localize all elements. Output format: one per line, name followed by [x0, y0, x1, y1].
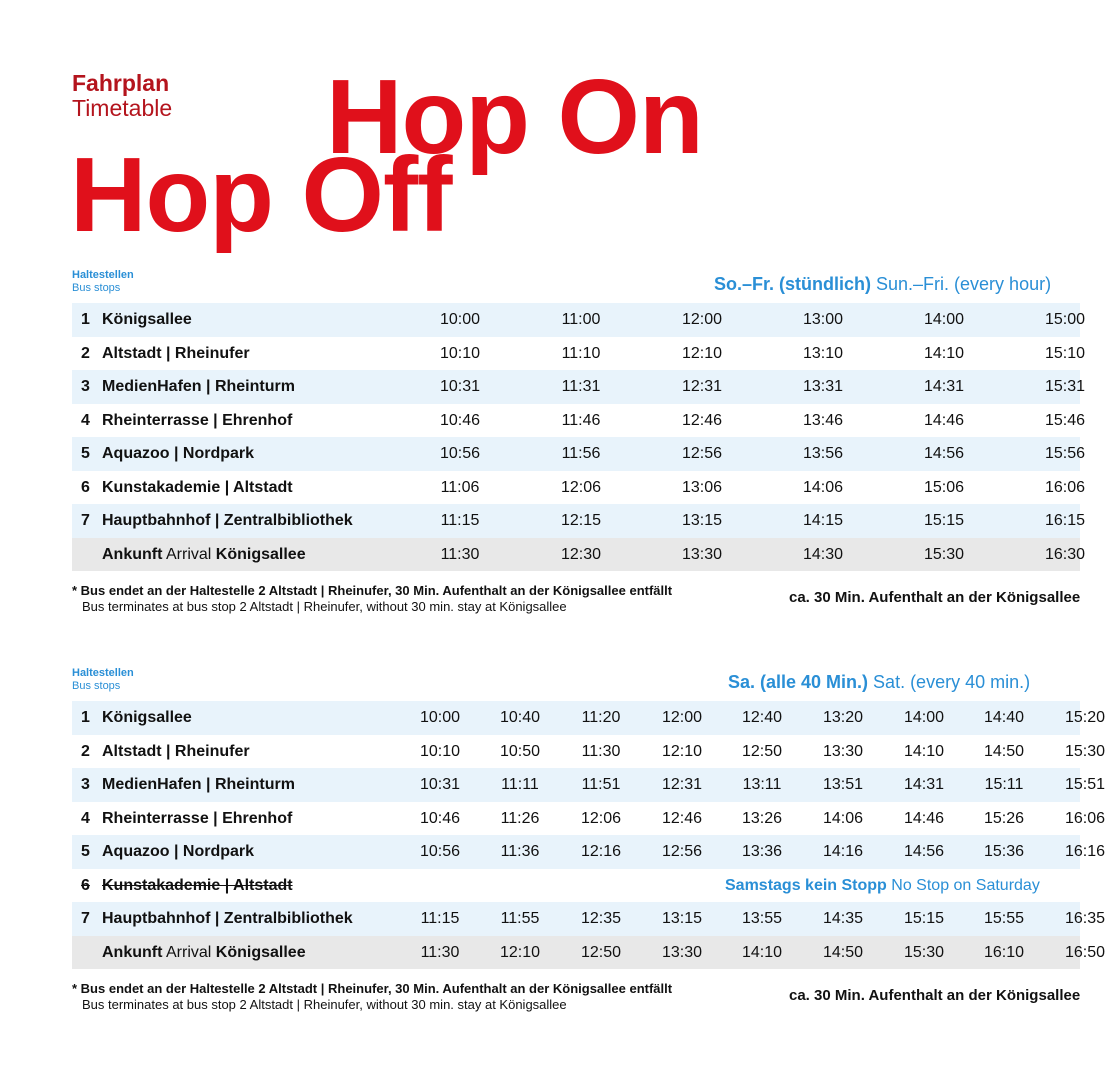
departure-time: 13:00: [802, 311, 844, 328]
weekday-stops-subheading: Bus stops: [72, 282, 121, 294]
departure-time: 12:40: [741, 709, 783, 726]
weekday-title-en: Sun.–Fri. (every hour): [871, 274, 1052, 294]
table-row: [72, 902, 1106, 936]
arrival-time: 13:30: [661, 943, 703, 961]
departure-time: 11:51: [581, 776, 621, 793]
departure-time: 14:00: [923, 311, 965, 328]
departure-time: 14:06: [822, 809, 864, 827]
title-timetable: Timetable: [72, 95, 173, 121]
departure-time: 15:36: [983, 843, 1025, 860]
departure-time: 11:36: [500, 843, 540, 860]
departure-time: 10:10: [439, 344, 481, 362]
departure-time: 14:40: [983, 709, 1025, 726]
arrival-time: 14:10: [741, 943, 783, 961]
no-stop-en: No Stop on Saturday: [886, 876, 1040, 894]
stop-number: 4: [81, 411, 90, 429]
no-stop-de: Samstags kein Stopp: [725, 876, 887, 894]
weekday-title-de: So.–Fr. (stündlich): [714, 274, 872, 294]
stop-number: 7: [81, 910, 90, 927]
headline-hop-on: Hop On: [326, 58, 703, 176]
departure-time: 12:50: [741, 742, 783, 760]
departure-time: 15:26: [983, 809, 1025, 827]
departure-time: 13:06: [681, 478, 723, 496]
departure-time: 13:30: [822, 742, 864, 760]
stop-name: Königsallee: [102, 311, 192, 328]
departure-time: 14:16: [822, 843, 864, 860]
departure-time: 12:56: [681, 445, 723, 462]
departure-time: 15:15: [923, 512, 965, 529]
departure-time: 15:46: [1044, 411, 1086, 429]
stop-name: Aquazoo | Nordpark: [102, 445, 255, 462]
departure-time: 12:00: [681, 311, 723, 328]
departure-time: 13:51: [822, 776, 864, 793]
table-row: [72, 471, 1086, 505]
arrival-label: [102, 538, 306, 572]
departure-time: 15:51: [1064, 776, 1106, 793]
departure-time: 11:46: [561, 411, 601, 429]
departure-time: 14:06: [802, 478, 844, 496]
departure-time: 13:10: [802, 344, 844, 362]
saturday-footnote-de: * Bus endet an der Haltestelle 2 Altstadt | Rheinufer, 30 Min. Aufenthalt an der Königsallee entfällt: [72, 981, 673, 996]
departure-time: 11:55: [500, 910, 540, 927]
departure-time: 14:15: [802, 512, 844, 529]
departure-time: 10:40: [499, 709, 541, 726]
departure-time: 13:15: [661, 910, 703, 927]
saturday-stops-heading: Haltestellen: [72, 667, 134, 679]
stop-name: Altstadt | Rheinufer: [102, 742, 250, 760]
table-row: [72, 735, 1106, 769]
title-fahrplan: Fahrplan: [72, 70, 170, 96]
departure-time: 15:31: [1044, 378, 1086, 395]
table-row: [72, 701, 1106, 735]
arrival-time: 12:30: [560, 545, 602, 563]
departure-time: 11:20: [581, 709, 621, 726]
stop-number: 2: [81, 344, 90, 362]
departure-time: 10:31: [419, 776, 461, 793]
stop-name: Hauptbahnhof | Zentralbibliothek: [102, 910, 353, 927]
departure-time: 11:56: [561, 445, 601, 462]
stop-number: 5: [81, 445, 90, 462]
table-row: [72, 768, 1106, 802]
departure-time: 14:31: [923, 378, 965, 395]
stop-name: Königsallee: [102, 709, 192, 726]
saturday-footnote-en: Bus terminates at bus stop 2 Altstadt | Rheinufer, without 30 min. stay at Königsallee: [82, 997, 567, 1012]
departure-time: 10:00: [419, 709, 461, 726]
table-row: [72, 404, 1086, 438]
departure-time: 12:35: [580, 910, 622, 927]
arrival-time: 14:50: [822, 943, 864, 961]
stop-name: Rheinterrasse | Ehrenhof: [102, 809, 293, 827]
table-row: [72, 869, 1080, 903]
stop-number: 2: [81, 742, 90, 760]
departure-time: 15:55: [983, 910, 1025, 927]
departure-time: 11:06: [440, 478, 480, 496]
departure-time: 14:31: [903, 776, 945, 793]
departure-time: 14:46: [903, 809, 945, 827]
departure-time: 16:06: [1044, 478, 1086, 496]
arrival-stop: Königsallee: [215, 943, 306, 961]
departure-time: 13:31: [802, 378, 844, 395]
arrival-de: Ankunft: [102, 943, 163, 961]
table-row: [72, 303, 1086, 337]
stop-number: 3: [81, 776, 90, 793]
departure-time: 11:15: [420, 910, 460, 927]
departure-time: 15:15: [903, 910, 945, 927]
departure-time: 13:26: [741, 809, 783, 827]
departure-time: 13:11: [742, 776, 782, 793]
departure-time: 14:56: [903, 843, 945, 860]
stop-name: MedienHafen | Rheinturm: [102, 776, 295, 793]
saturday-timetable: [72, 701, 1106, 969]
departure-time: 15:30: [1064, 742, 1106, 760]
departure-time: 14:35: [822, 910, 864, 927]
departure-time: 10:46: [419, 809, 461, 827]
weekday-footnote-en: Bus terminates at bus stop 2 Altstadt | Rheinufer, without 30 min. stay at Königsallee: [82, 599, 567, 614]
weekday-footnote-de: * Bus endet an der Haltestelle 2 Altstadt | Rheinufer, 30 Min. Aufenthalt an der Königsallee entfällt: [72, 583, 673, 598]
weekday-wait-note: ca. 30 Min. Aufenthalt an der Königsallee: [789, 589, 1081, 606]
table-row: [72, 370, 1086, 404]
departure-time: 13:36: [741, 843, 783, 860]
departure-time: 14:46: [923, 411, 965, 429]
departure-time: 11:31: [561, 378, 601, 395]
departure-time: 12:06: [560, 478, 602, 496]
departure-time: 12:10: [681, 344, 723, 362]
departure-time: 12:00: [661, 709, 703, 726]
departure-time: 12:46: [661, 809, 703, 827]
departure-time: 11:30: [581, 742, 621, 760]
stop-name: Hauptbahnhof | Zentralbibliothek: [102, 512, 353, 529]
arrival-time: 16:30: [1044, 545, 1086, 563]
departure-time: 11:00: [561, 311, 601, 328]
arrival-time: 12:10: [499, 943, 541, 961]
stop-number: 3: [81, 378, 90, 395]
saturday-title-de: Sa. (alle 40 Min.): [728, 672, 869, 692]
arrival-de: Ankunft: [102, 545, 163, 563]
arrival-stop: Königsallee: [215, 545, 306, 563]
departure-time: 12:56: [661, 843, 703, 860]
stop-name: Rheinterrasse | Ehrenhof: [102, 411, 293, 429]
saturday-title-en: Sat. (every 40 min.): [868, 672, 1031, 692]
stop-number: 6: [81, 478, 90, 496]
departure-time: 15:56: [1044, 445, 1086, 462]
departure-time: 12:46: [681, 411, 723, 429]
departure-time: 13:56: [802, 445, 844, 462]
stop-number: 7: [81, 512, 90, 529]
weekday-schedule-title: [714, 274, 1051, 295]
departure-time: 16:15: [1044, 512, 1086, 529]
stop-name: Altstadt | Rheinufer: [102, 344, 250, 362]
departure-time: 10:31: [439, 378, 481, 395]
weekday-stops-heading: Haltestellen: [72, 269, 134, 281]
departure-time: 10:10: [419, 742, 461, 760]
table-row: [72, 802, 1106, 836]
departure-time: 15:10: [1044, 344, 1086, 362]
table-row: [72, 835, 1106, 869]
arrival-time: 11:30: [440, 545, 480, 563]
departure-time: 12:10: [661, 742, 703, 760]
saturday-wait-note: ca. 30 Min. Aufenthalt an der Königsallee: [789, 987, 1081, 1004]
departure-time: 15:20: [1064, 709, 1106, 726]
arrival-time: 13:30: [681, 545, 723, 563]
departure-time: 16:06: [1064, 809, 1106, 827]
departure-time: 11:26: [500, 809, 540, 827]
departure-time: 14:10: [903, 742, 945, 760]
departure-time: 12:31: [661, 776, 703, 793]
departure-time: 12:15: [560, 512, 602, 529]
arrival-row: [72, 936, 1106, 970]
departure-time: 15:11: [984, 776, 1024, 793]
arrival-time: 12:50: [580, 943, 622, 961]
departure-time: 10:56: [419, 843, 461, 860]
departure-time: 13:15: [681, 512, 723, 529]
arrival-time: 16:10: [983, 943, 1025, 961]
departure-time: 11:10: [561, 344, 601, 362]
arrival-row: [72, 538, 1086, 572]
arrival-label: [102, 936, 306, 970]
departure-time: 10:50: [499, 742, 541, 760]
stop-number: 6: [81, 876, 90, 894]
table-row: [72, 504, 1086, 538]
departure-time: 16:35: [1064, 910, 1106, 927]
departure-time: 14:50: [983, 742, 1025, 760]
departure-time: 12:16: [580, 843, 622, 860]
stop-name: Kunstakademie | Altstadt: [102, 478, 293, 496]
arrival-time: 16:50: [1064, 943, 1106, 961]
departure-time: 13:46: [802, 411, 844, 429]
departure-time: 15:00: [1044, 311, 1086, 328]
headline-hop-off: Hop Off: [70, 136, 452, 254]
weekday-timetable: [72, 303, 1086, 571]
departure-time: 13:55: [741, 910, 783, 927]
departure-time: 10:56: [439, 445, 481, 462]
departure-time: 11:11: [501, 776, 539, 793]
departure-time: 13:20: [822, 709, 864, 726]
departure-time: 11:15: [440, 512, 480, 529]
stop-number: 1: [81, 709, 90, 726]
departure-time: 14:56: [923, 445, 965, 462]
departure-time: 14:00: [903, 709, 945, 726]
stop-number: 5: [81, 843, 90, 860]
arrival-time: 14:30: [802, 545, 844, 563]
table-row: [72, 437, 1086, 471]
saturday-schedule-title: [728, 672, 1030, 693]
departure-time: 12:06: [580, 809, 622, 827]
departure-time: 12:31: [681, 378, 723, 395]
arrival-en: Arrival: [162, 943, 216, 961]
stop-name: Kunstakademie | Altstadt: [102, 876, 293, 894]
no-stop-note: [725, 869, 1040, 903]
arrival-en: Arrival: [162, 545, 216, 563]
departure-time: 16:16: [1064, 843, 1106, 860]
arrival-time: 11:30: [420, 943, 460, 961]
stop-number: 4: [81, 809, 90, 827]
departure-time: 10:46: [439, 411, 481, 429]
arrival-time: 15:30: [923, 545, 965, 563]
table-row: [72, 337, 1086, 371]
arrival-time: 15:30: [903, 943, 945, 961]
departure-time: 14:10: [923, 344, 965, 362]
stop-number: 1: [81, 311, 90, 328]
stop-name: Aquazoo | Nordpark: [102, 843, 255, 860]
departure-time: 10:00: [439, 311, 481, 328]
stop-name: MedienHafen | Rheinturm: [102, 378, 295, 395]
saturday-stops-subheading: Bus stops: [72, 680, 121, 692]
departure-time: 15:06: [923, 478, 965, 496]
